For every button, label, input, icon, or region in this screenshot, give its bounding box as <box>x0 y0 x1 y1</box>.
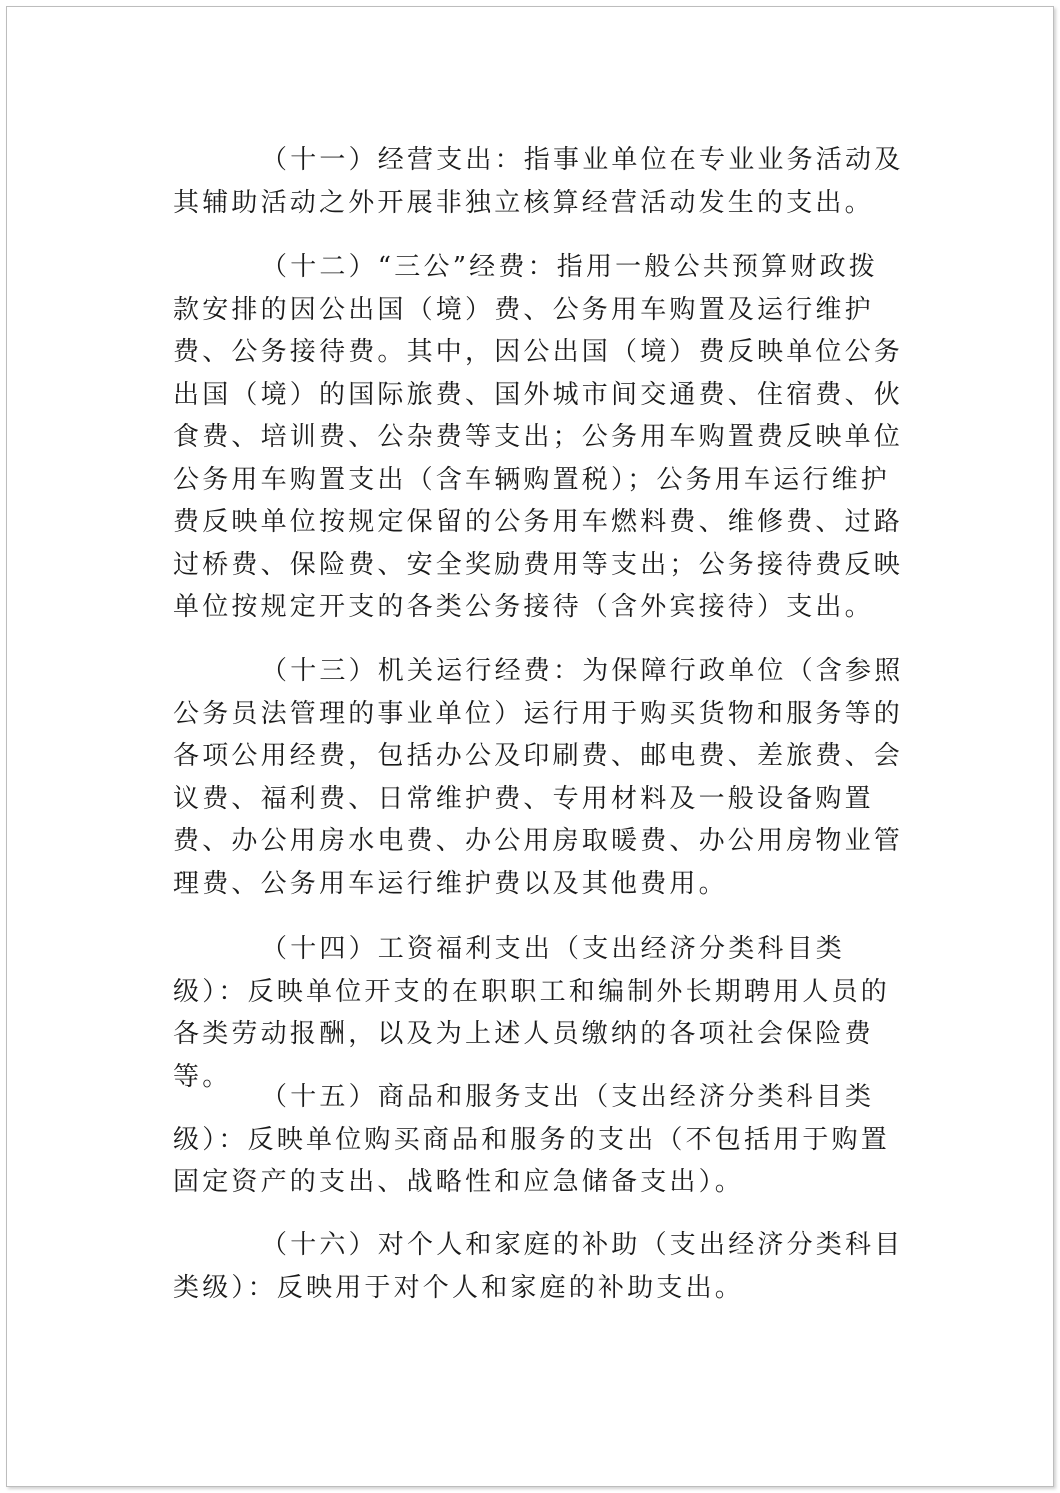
paragraph-three-public-expenses: （十二）“三公”经费：指用一般公共预算财政拨款安排的因公出国（境）费、公务用车购置及运行维护费、公务接待费。其中，因公出国（境）费反映单位公务出国（境）的国际旅费、国外城市间交通费、住宿费、伙食费、培训费、公杂费等支出；公务用车购置费反映单位公务用车购置支出（含车辆购置税）；公务用车运行维护费反映单位按规定保留的公务用车燃料费、维修费、过路过桥费、保险费、安全奖励费用等支出；公务接待费反映单位按规定开支的各类公务接待（含外宾接待）支出。 <box>173 252 904 622</box>
paragraph-salary-welfare-expenditure: （十四）工资福利支出（支出经济分类科目类级）：反映单位开支的在职职工和编制外长期聘用人员的各类劳动报酬，以及为上述人员缴纳的各项社会保险费等。 <box>173 934 891 1092</box>
document-page <box>6 6 1054 1487</box>
paragraph-agency-operating-funds: （十三）机关运行经费：为保障行政单位（含参照公务员法管理的事业单位）运行用于购买货物和服务等的各项公用经费，包括办公及印刷费、邮电费、差旅费、会议费、福利费、日常维护费、专用材料及一般设备购置费、办公用房水电费、办公用房取暖费、办公用房物业管理费、公务用车运行维护费以及其他费用。 <box>173 656 904 899</box>
paragraph-goods-services-expenditure: （十五）商品和服务支出（支出经济分类科目类级）：反映单位购买商品和服务的支出（不包括用于购置固定资产的支出、战略性和应急储备支出）。 <box>173 1082 891 1197</box>
paragraph-operating-expenditure: （十一）经营支出：指事业单位在专业业务活动及其辅助活动之外开展非独立核算经营活动发生的支出。 <box>173 145 904 218</box>
paragraph-household-subsidies: （十六）对个人和家庭的补助（支出经济分类科目类级）：反映用于对个人和家庭的补助支出。 <box>173 1230 904 1303</box>
